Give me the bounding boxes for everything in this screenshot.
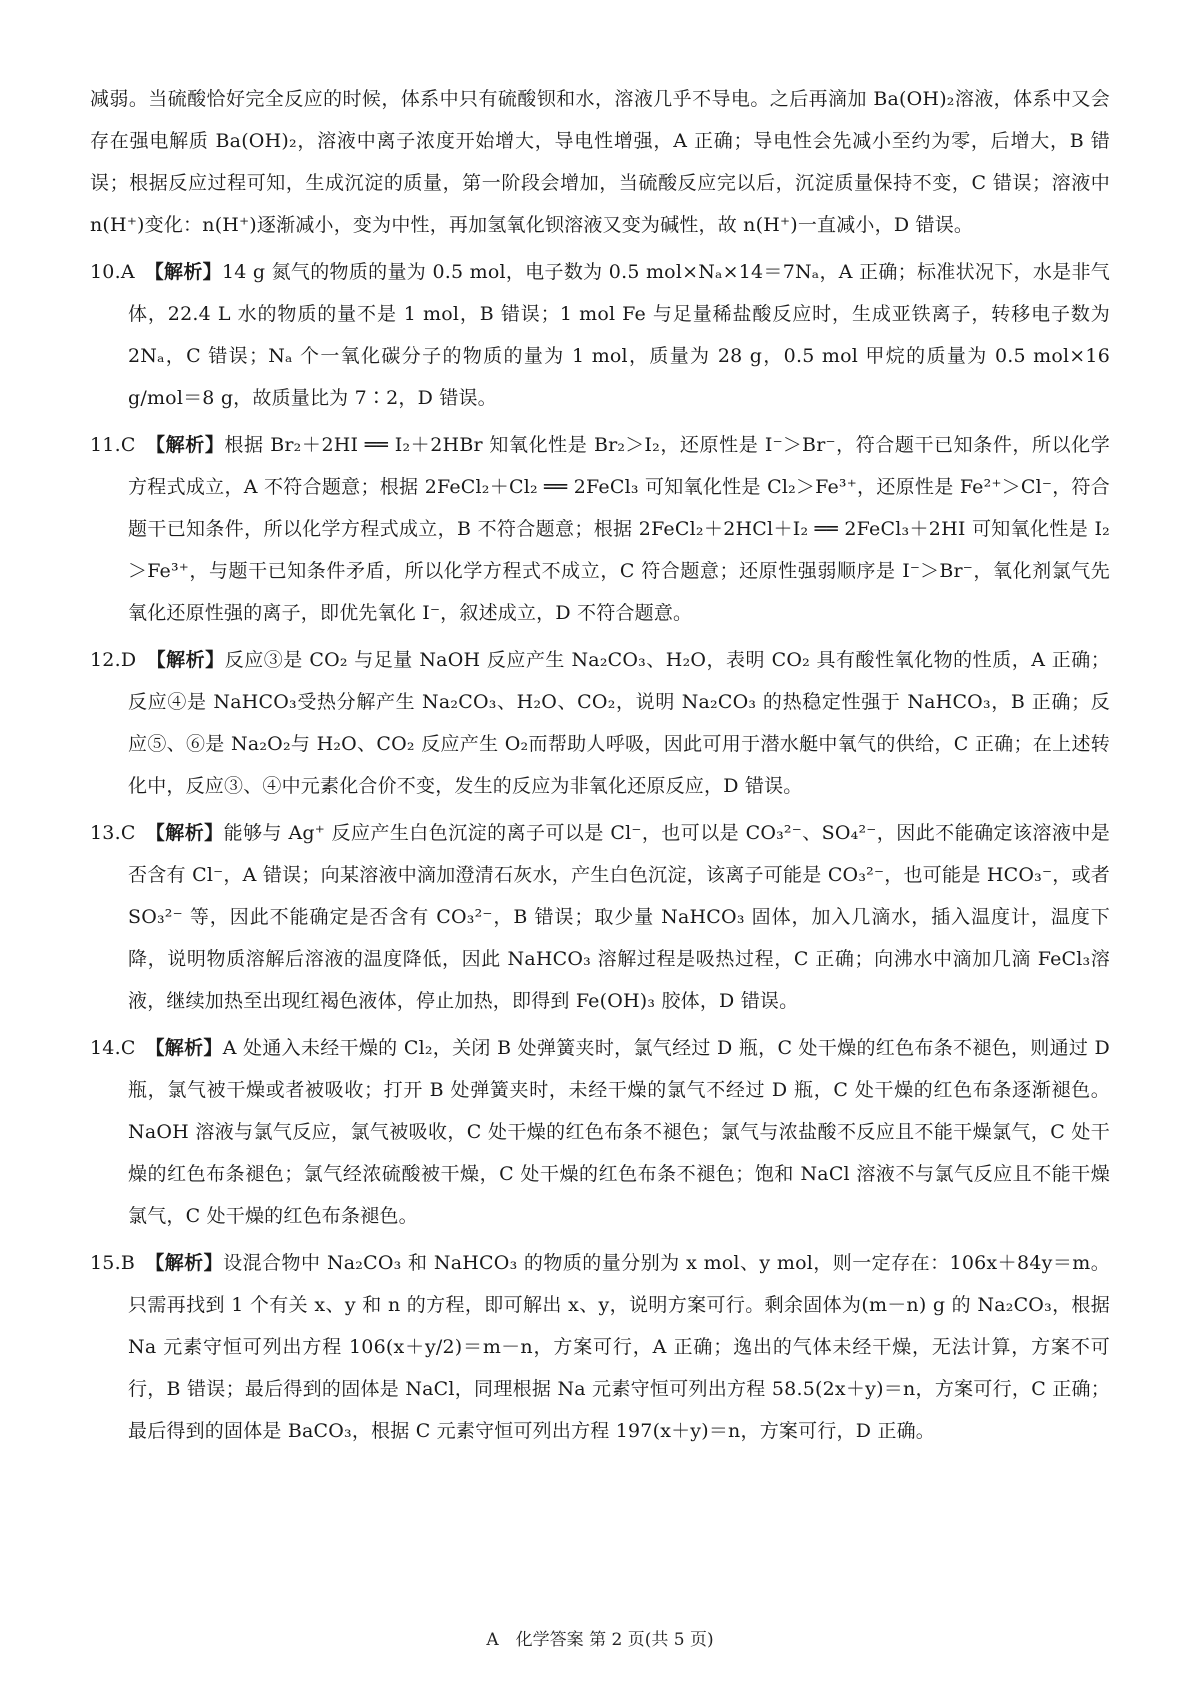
answer-text: 设混合物中 Na₂CO₃ 和 NaHCO₃ 的物质的量分别为 x mol、y mol，则一定存在：106x＋84y＝m。只需再找到 1 个有关 x、y 和 n 的方程，即可解出 x、y，说明方案可行。剩余固体为(m－n) g 的 Na₂CO₃，根据 Na 元素守恒可列出方程 106(x＋y/2)＝m－n，方案可行，A 正确；逸出的气体未经干燥，无法计算，方案不可行，B 错误；最后得到的固体是 NaCl，同理根据 Na 元素守恒可列出方程 58.5(2x＋y)＝n，方案可行，C 正确；最后得到的固体是 BaCO₃，根据 C 元素守恒可列出方程 197(x＋y)＝n，方案可行，D 正确。 [128, 1252, 1110, 1442]
answer-number: 14.C [90, 1037, 136, 1059]
analysis-tag: 【解析】 [154, 1252, 224, 1274]
continuation-paragraph: 减弱。当硫酸恰好完全反应的时候，体系中只有硫酸钡和水，溶液几乎不导电。之后再滴加 Ba(OH)₂溶液，体系中又会存在强电解质 Ba(OH)₂，溶液中离子浓度开始增大，导电性增强，A 正确；导电性会先减小至约为零，后增大，B 错误；根据反应过程可知，生成沉淀的质量，第一阶段会增加，当硫酸反应完以后，沉淀质量保持不变，C 错误；溶液中 n(H⁺)变化：n(H⁺)逐渐减小，变为中性，再加氢氧化钡溶液又变为碱性，故 n(H⁺)一直减小，D 错误。 [90, 88, 1110, 236]
analysis-tag: 【解析】 [155, 434, 225, 456]
answer-text: 根据 Br₂＋2HI ══ I₂＋2HBr 知氧化性是 Br₂＞I₂，还原性是 I⁻＞Br⁻，符合题干已知条件，所以化学方程式成立，A 不符合题意；根据 2FeCl₂＋Cl₂ ══ 2FeCl₃ 可知氧化性是 Cl₂＞Fe³⁺，还原性是 Fe²⁺＞Cl⁻，符合题干已知条件，所以化学方程式成立，B 不符合题意；根据 2FeCl₂＋2HCl＋I₂ ══ 2FeCl₃＋2HI 可知氧化性是 I₂＞Fe³⁺，与题干已知条件矛盾，所以化学方程式不成立，C 符合题意；还原性强弱顺序是 I⁻＞Br⁻，氧化剂氯气先氧化还原性强的离子，即优先氧化 I⁻，叙述成立，D 不符合题意。 [128, 434, 1110, 624]
answer-item-15 [90, 1242, 1110, 1452]
answer-item-10 [90, 251, 1110, 419]
answer-text: 14 g 氮气的物质的量为 0.5 mol，电子数为 0.5 mol×Nₐ×14＝7Nₐ，A 正确；标准状况下，水是非气体，22.4 L 水的物质的量不是 1 mol，B 错误；1 mol Fe 与足量稀盐酸反应时，生成亚铁离子，转移电子数为 2Nₐ，C 错误；Nₐ 个一氧化碳分子的物质的量为 1 mol，质量为 28 g，0.5 mol 甲烷的质量为 0.5 mol×16 g/mol＝8 g，故质量比为 7∶2，D 错误。 [128, 261, 1110, 409]
answer-text: A 处通入未经干燥的 Cl₂，关闭 B 处弹簧夹时，氯气经过 D 瓶，C 处干燥的红色布条不褪色，则通过 D 瓶，氯气被干燥或者被吸收；打开 B 处弹簧夹时，未经干燥的氯气不经过 D 瓶，C 处干燥的红色布条逐渐褪色。NaOH 溶液与氯气反应，氯气被吸收，C 处干燥的红色布条不褪色；氯气与浓盐酸不反应且不能干燥氯气，C 处干燥的红色布条褪色；氯气经浓硫酸被干燥，C 处干燥的红色布条不褪色；饱和 NaCl 溶液不与氯气反应且不能干燥氯气，C 处干燥的红色布条褪色。 [128, 1037, 1110, 1227]
answer-text: 反应③是 CO₂ 与足量 NaOH 反应产生 Na₂CO₃、H₂O，表明 CO₂ 具有酸性氧化物的性质，A 正确；反应④是 NaHCO₃受热分解产生 Na₂CO₃、H₂O、CO₂，说明 Na₂CO₃ 的热稳定性强于 NaHCO₃，B 正确；反应⑤、⑥是 Na₂O₂与 H₂O、CO₂ 反应产生 O₂而帮助人呼吸，因此可用于潜水艇中氧气的供给，C 正确；在上述转化中，反应③、④中元素化合价不变，发生的反应为非氧化还原反应，D 错误。 [128, 649, 1110, 797]
answer-number: 15.B [90, 1252, 135, 1274]
answer-content [90, 78, 1110, 1457]
analysis-tag: 【解析】 [154, 261, 222, 283]
analysis-tag: 【解析】 [156, 649, 225, 671]
answer-item-13 [90, 812, 1110, 1022]
answer-number: 13.C [90, 822, 136, 844]
analysis-tag: 【解析】 [155, 822, 224, 844]
answer-number: 12.D [90, 649, 137, 671]
answer-item-11 [90, 424, 1110, 634]
answer-number: 10.A [90, 261, 135, 283]
answer-number: 11.C [90, 434, 136, 456]
answer-item-12 [90, 639, 1110, 807]
page-footer: A 化学答案 第 2 页(共 5 页) [486, 1630, 714, 1650]
answer-text: 能够与 Ag⁺ 反应产生白色沉淀的离子可以是 Cl⁻，也可以是 CO₃²⁻、SO₄²⁻，因此不能确定该溶液中是否含有 Cl⁻，A 错误；向某溶液中滴加澄清石灰水，产生白色沉淀，该离子可能是 CO₃²⁻，也可能是 HCO₃⁻，或者 SO₃²⁻ 等，因此不能确定是否含有 CO₃²⁻，B 错误；取少量 NaHCO₃ 固体，加入几滴水，插入温度计，温度下降，说明物质溶解后溶液的温度降低，因此 NaHCO₃ 溶解过程是吸热过程，C 正确；向沸水中滴加几滴 FeCl₃溶液，继续加热至出现红褐色液体，停止加热，即得到 Fe(OH)₃ 胶体，D 错误。 [128, 822, 1110, 1012]
analysis-tag: 【解析】 [154, 1037, 223, 1059]
answer-item-14 [90, 1027, 1110, 1237]
